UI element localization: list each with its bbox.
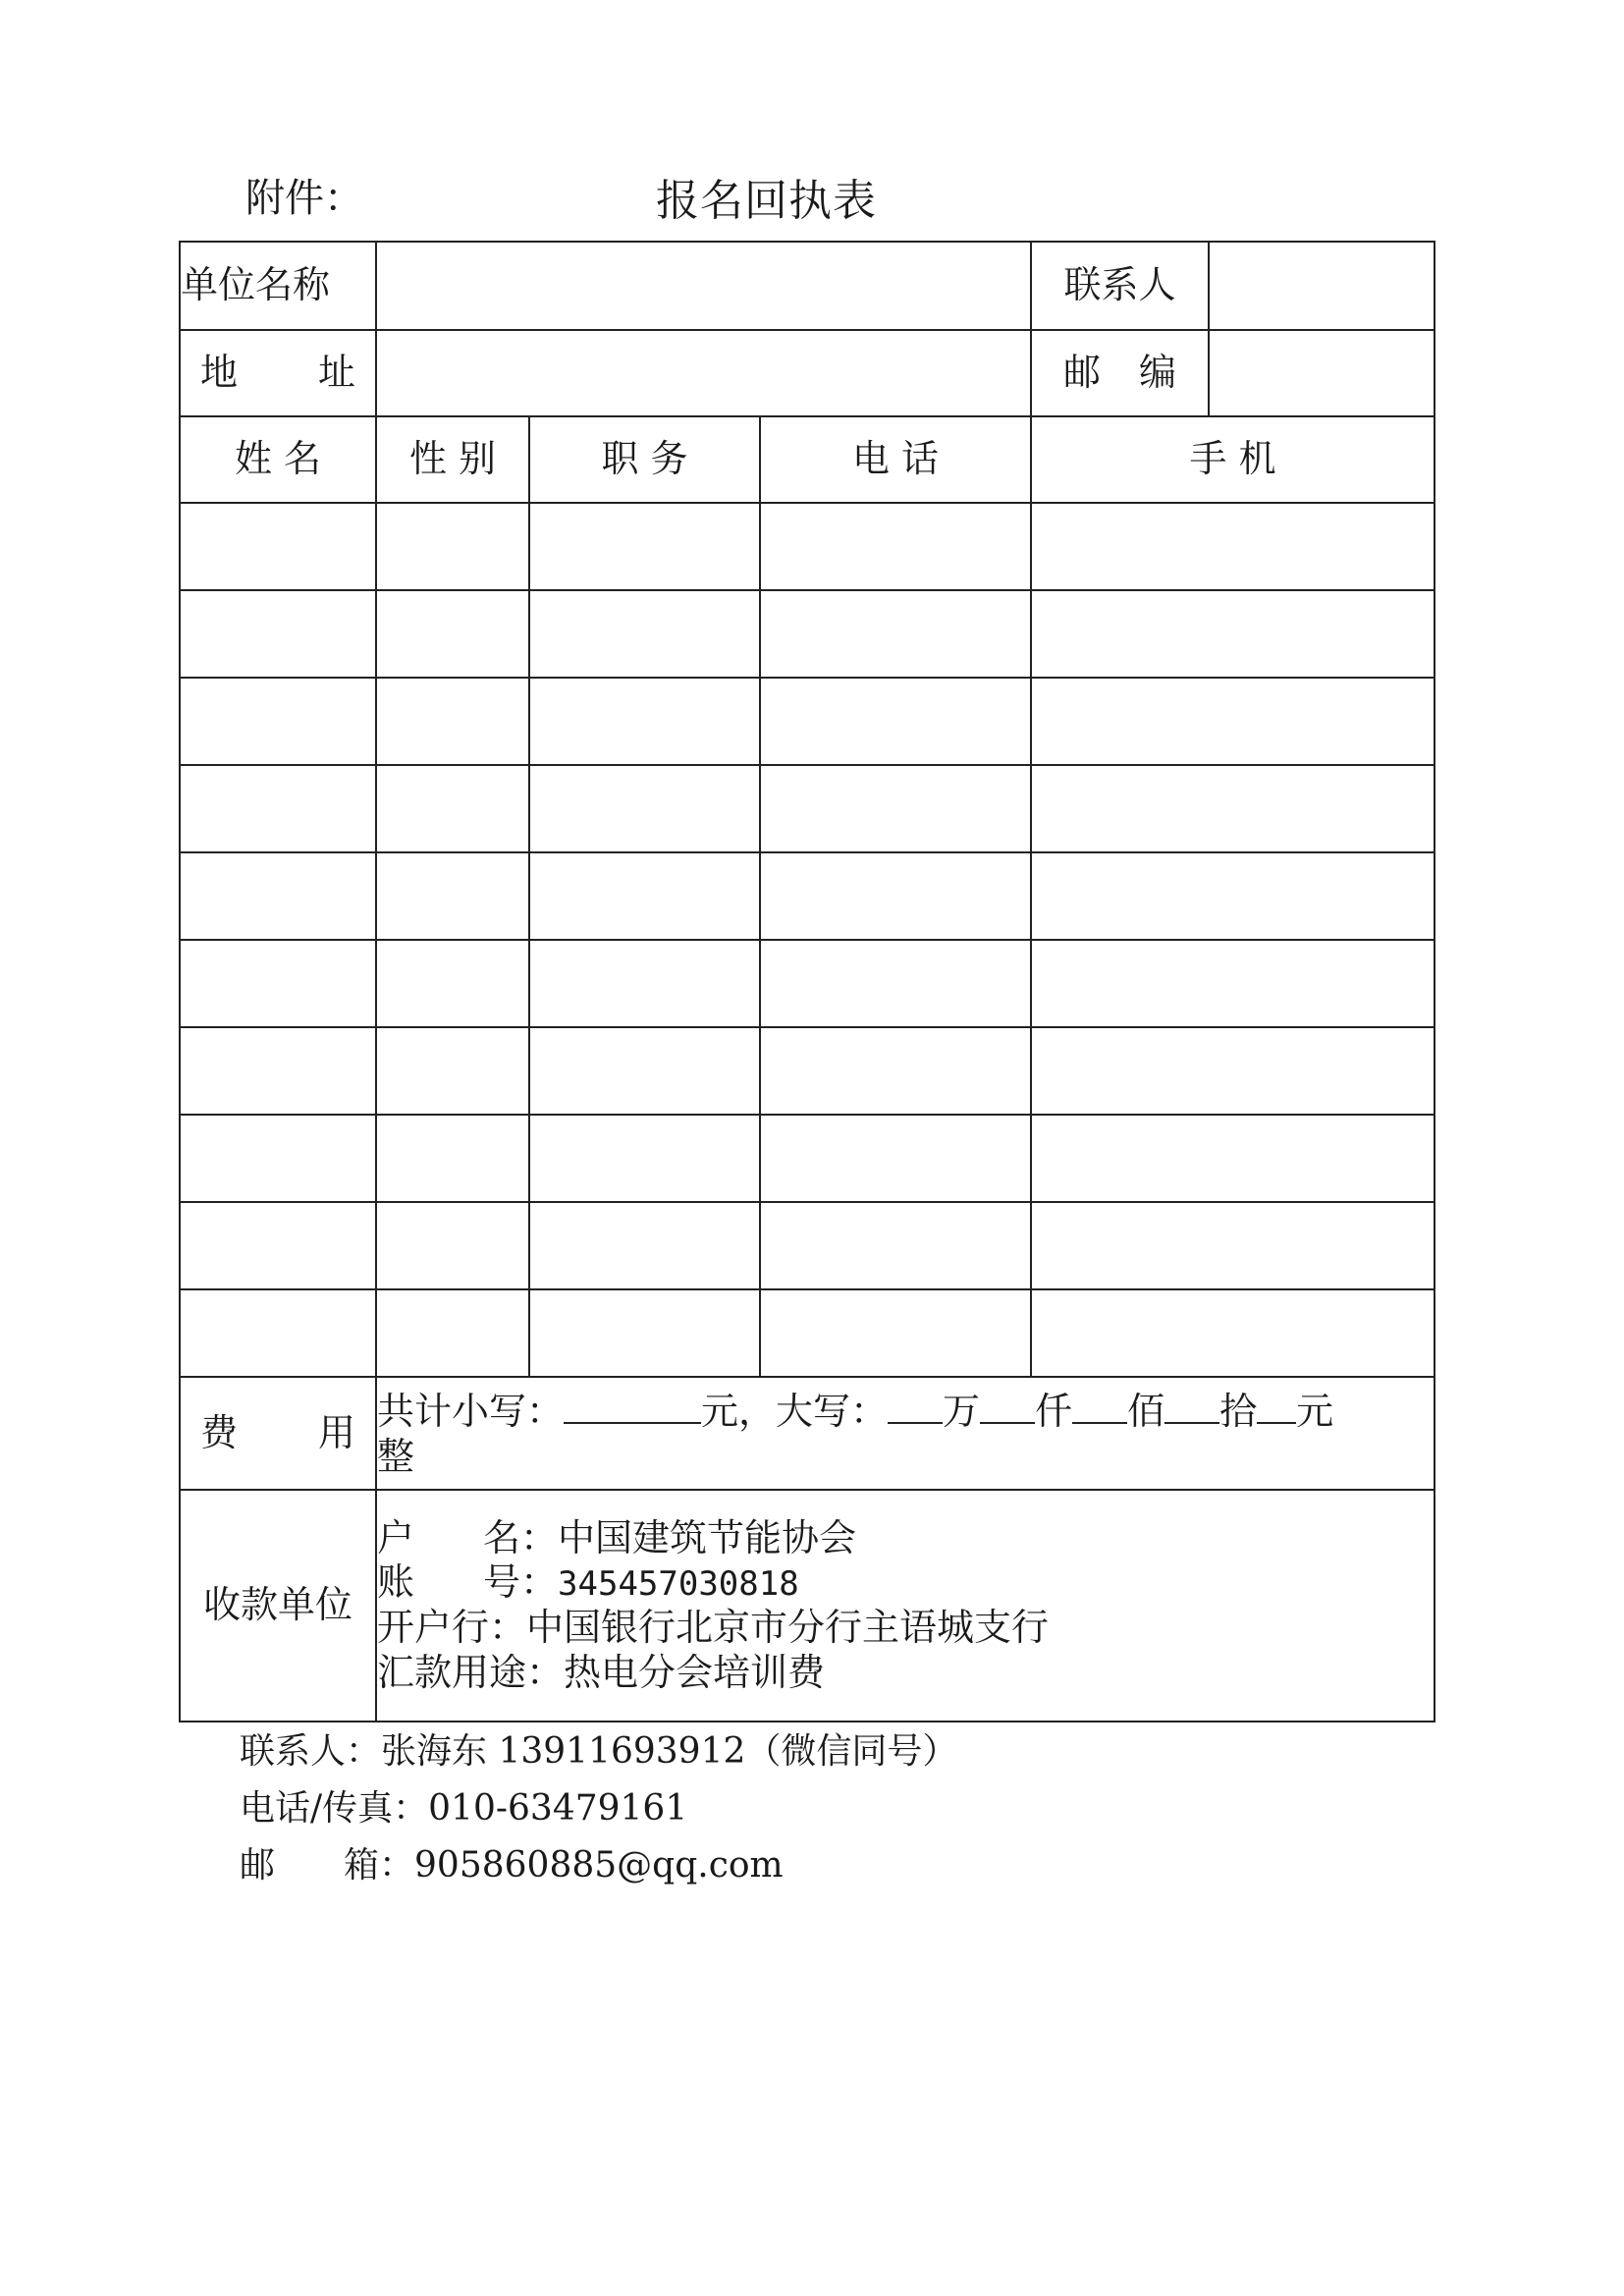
- participant-name-cell[interactable]: [180, 590, 376, 678]
- postcode-label: 邮 编: [1031, 330, 1209, 416]
- table-row: [180, 852, 1435, 940]
- participant-position-cell[interactable]: [529, 678, 760, 765]
- participant-gender-cell[interactable]: [376, 765, 529, 852]
- participant-phone-cell[interactable]: [760, 678, 1031, 765]
- payee-label: 收款单位: [180, 1490, 376, 1722]
- participant-phone-cell[interactable]: [760, 1202, 1031, 1289]
- address-field[interactable]: [376, 330, 1031, 416]
- unit-name-label: 单位名称: [180, 242, 376, 330]
- table-row: [180, 1027, 1435, 1115]
- participant-phone-cell[interactable]: [760, 765, 1031, 852]
- participant-phone-cell[interactable]: [760, 503, 1031, 590]
- participant-phone-cell[interactable]: [760, 1027, 1031, 1115]
- amount-yuan-blank[interactable]: [1257, 1387, 1296, 1424]
- contact-person-label: 联系人: [1031, 242, 1209, 330]
- participant-name-cell[interactable]: [180, 1115, 376, 1202]
- email-link[interactable]: 905860885@qq.com: [414, 1845, 784, 1886]
- payee-bank-line: 开户行：中国银行北京市分行主语城支行: [377, 1606, 1050, 1649]
- table-row: [180, 1115, 1435, 1202]
- table-row: [180, 940, 1435, 1027]
- contact-phone-line: 电话/传真：010-63479161: [240, 1788, 688, 1829]
- participant-phone-cell[interactable]: [760, 1115, 1031, 1202]
- participant-name-cell[interactable]: [180, 503, 376, 590]
- participant-position-cell[interactable]: [529, 590, 760, 678]
- participant-mobile-cell[interactable]: [1031, 590, 1435, 678]
- participant-name-cell[interactable]: [180, 1289, 376, 1377]
- participant-position-cell[interactable]: [529, 1027, 760, 1115]
- participant-gender-cell[interactable]: [376, 1115, 529, 1202]
- participant-mobile-cell[interactable]: [1031, 940, 1435, 1027]
- participant-mobile-cell[interactable]: [1031, 1289, 1435, 1377]
- participant-phone-cell[interactable]: [760, 1289, 1031, 1377]
- column-header-position: 职 务: [529, 416, 760, 503]
- participant-mobile-cell[interactable]: [1031, 678, 1435, 765]
- column-header-gender: 性 别: [376, 416, 529, 503]
- payee-purpose-line: 汇款用途：热电分会培训费: [377, 1650, 826, 1694]
- participant-mobile-cell[interactable]: [1031, 503, 1435, 590]
- contact-person-field[interactable]: [1209, 242, 1435, 330]
- payee-account-name-line: 户 名：中国建筑节能协会: [377, 1515, 857, 1559]
- participant-mobile-cell[interactable]: [1031, 1202, 1435, 1289]
- participant-name-cell[interactable]: [180, 678, 376, 765]
- contact-person-line: 联系人：张海东 13911693912（微信同号）: [240, 1731, 958, 1772]
- table-row: [180, 503, 1435, 590]
- column-header-phone: 电 话: [760, 416, 1031, 503]
- payee-details: [376, 1490, 1435, 1722]
- fee-amount-field[interactable]: 共计小写： 元，大写： 万 仟 佰 拾 元 整: [376, 1377, 1435, 1490]
- amount-shi-blank[interactable]: [1164, 1387, 1219, 1424]
- participant-gender-cell[interactable]: [376, 590, 529, 678]
- table-row: [180, 590, 1435, 678]
- participant-position-cell[interactable]: [529, 765, 760, 852]
- amount-qian-blank[interactable]: [980, 1387, 1035, 1424]
- address-label: 地 址: [180, 330, 376, 416]
- contact-email-line: 邮 箱：905860885@qq.com: [240, 1845, 784, 1886]
- participant-name-cell[interactable]: [180, 1202, 376, 1289]
- participant-name-cell[interactable]: [180, 852, 376, 940]
- participant-gender-cell[interactable]: [376, 852, 529, 940]
- amount-wan-blank[interactable]: [888, 1387, 943, 1424]
- participant-name-cell[interactable]: [180, 1027, 376, 1115]
- unit-name-field[interactable]: [376, 242, 1031, 330]
- participant-phone-cell[interactable]: [760, 852, 1031, 940]
- participant-position-cell[interactable]: [529, 852, 760, 940]
- participant-mobile-cell[interactable]: [1031, 765, 1435, 852]
- postcode-field[interactable]: [1209, 330, 1435, 416]
- table-row: [180, 765, 1435, 852]
- participant-gender-cell[interactable]: [376, 1289, 529, 1377]
- participant-position-cell[interactable]: [529, 940, 760, 1027]
- participant-gender-cell[interactable]: [376, 503, 529, 590]
- participant-mobile-cell[interactable]: [1031, 1115, 1435, 1202]
- column-header-mobile: 手 机: [1031, 416, 1435, 503]
- participant-mobile-cell[interactable]: [1031, 852, 1435, 940]
- page-title: 报名回执表: [656, 176, 877, 226]
- contact-info: [240, 1723, 957, 1894]
- participant-gender-cell[interactable]: [376, 678, 529, 765]
- participant-header-row: [180, 416, 1435, 503]
- amount-bai-blank[interactable]: [1072, 1387, 1127, 1424]
- participant-phone-cell[interactable]: [760, 940, 1031, 1027]
- participant-name-cell[interactable]: [180, 940, 376, 1027]
- attachment-label: 附件：: [245, 176, 363, 221]
- payee-account-number-line: 账 号：345457030818: [377, 1560, 799, 1605]
- fee-label: 费 用: [180, 1377, 376, 1490]
- participant-rows: [180, 503, 1435, 1377]
- amount-small-blank[interactable]: [564, 1387, 701, 1424]
- table-row: [180, 1202, 1435, 1289]
- participant-name-cell[interactable]: [180, 765, 376, 852]
- table-row: [180, 1289, 1435, 1377]
- participant-position-cell[interactable]: [529, 1115, 760, 1202]
- table-row: [180, 678, 1435, 765]
- participant-gender-cell[interactable]: [376, 1027, 529, 1115]
- participant-position-cell[interactable]: [529, 1289, 760, 1377]
- column-header-name: 姓 名: [180, 416, 376, 503]
- participant-phone-cell[interactable]: [760, 590, 1031, 678]
- participant-position-cell[interactable]: [529, 503, 760, 590]
- participant-position-cell[interactable]: [529, 1202, 760, 1289]
- participant-gender-cell[interactable]: [376, 1202, 529, 1289]
- participant-gender-cell[interactable]: [376, 940, 529, 1027]
- registration-form-table: [179, 241, 1435, 1722]
- participant-mobile-cell[interactable]: [1031, 1027, 1435, 1115]
